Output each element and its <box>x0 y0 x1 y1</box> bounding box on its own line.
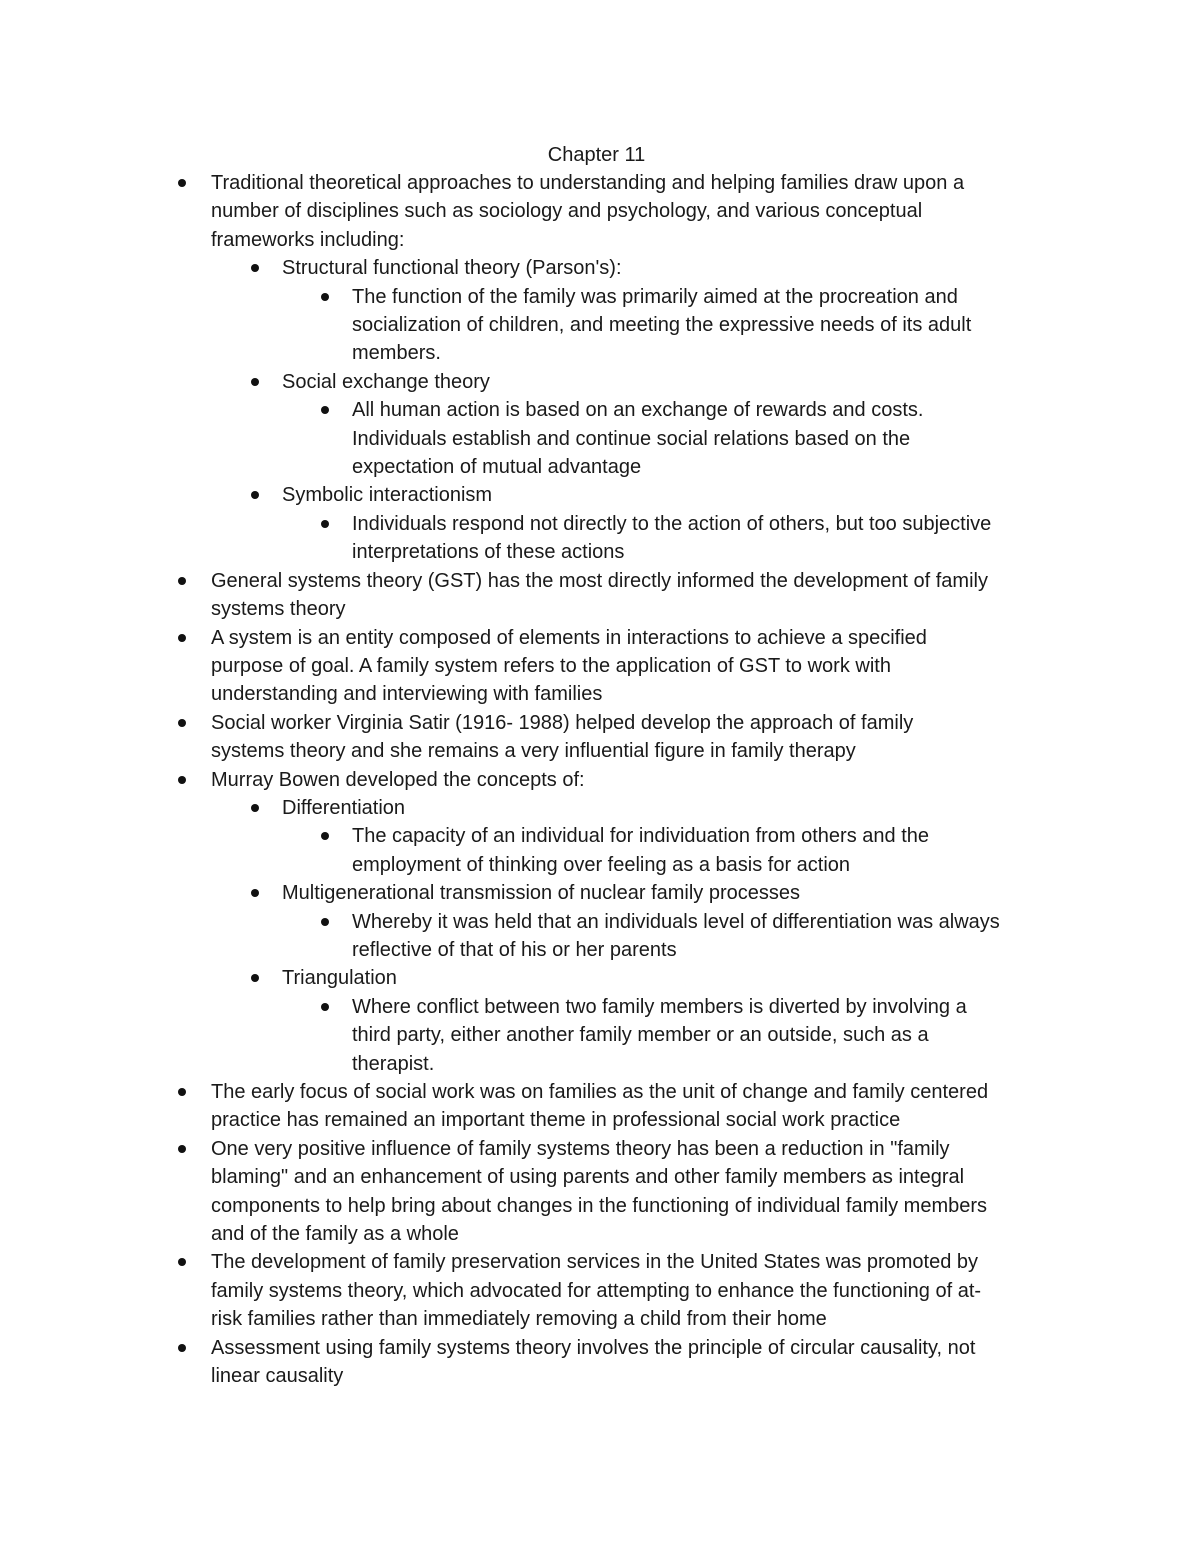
list-item-line: Social exchange theory <box>282 370 490 393</box>
bullet-icon <box>178 1344 186 1352</box>
bullet-icon <box>321 520 329 528</box>
list-item-line: Where conflict between two family members is diverted by involving a <box>352 995 967 1018</box>
bullet-icon <box>178 634 186 642</box>
list-item-line: employment of thinking over feeling as a basis for action <box>352 853 851 876</box>
list-item-line: General systems theory (GST) has the most directly informed the development of family <box>211 569 988 592</box>
bullet-icon <box>251 264 259 272</box>
bullet-icon <box>178 1088 186 1096</box>
list-item-line: components to help bring about changes in the functioning of individual family members <box>211 1194 988 1217</box>
list-item <box>0 1078 1200 1135</box>
list-item <box>0 709 1200 766</box>
list-item-line: third party, either another family member or an outside, such as a <box>352 1024 929 1047</box>
list-item-line: socialization of children, and meeting the expressive needs of its adult <box>352 314 972 337</box>
list-item-line: The capacity of an individual for individuation from others and the <box>352 825 930 848</box>
bullet-icon <box>321 293 329 301</box>
list-item-line: linear causality <box>211 1365 344 1388</box>
sub-sub-list-item <box>0 822 1200 879</box>
sub-sub-list-item <box>0 510 1200 567</box>
sub-sub-list <box>282 510 1200 567</box>
list-item <box>0 567 1200 624</box>
list-item-line: systems theory and she remains a very influential figure in family therapy <box>211 740 856 763</box>
list-item-line: Assessment using family systems theory involves the principle of circular causality, not <box>211 1336 976 1359</box>
list-item-line: Symbolic interactionism <box>282 484 493 507</box>
list-item-line: Structural functional theory (Parson's): <box>282 257 622 280</box>
list-item-line: understanding and interviewing with families <box>211 683 603 706</box>
sub-sub-list-item <box>0 396 1200 481</box>
bullet-icon <box>251 889 259 897</box>
list-item-line: The function of the family was primarily aimed at the procreation and <box>352 285 958 308</box>
sub-list-item <box>0 368 1200 482</box>
list-item-line: practice has remained an important theme in professional social work practice <box>211 1109 901 1132</box>
list-item-line: therapist. <box>352 1052 435 1075</box>
list-item-line: Murray Bowen developed the concepts of: <box>211 768 585 791</box>
list-item-line: The early focus of social work was on families as the unit of change and family centered <box>211 1081 989 1103</box>
bullet-icon <box>321 1003 329 1011</box>
list-item-line: Triangulation <box>282 967 397 990</box>
sub-list-item <box>0 964 1200 1078</box>
bullet-icon <box>321 406 329 414</box>
bullet-icon <box>178 1145 186 1153</box>
bullet-icon <box>321 832 329 840</box>
bullet-icon <box>178 179 186 187</box>
sub-list-item <box>0 481 1200 566</box>
sub-sub-list <box>282 396 1200 481</box>
bullet-icon <box>251 491 259 499</box>
list-item-line: Whereby it was held that an individuals level of differentiation was always <box>352 910 1000 933</box>
list-item <box>0 1248 1200 1333</box>
sub-list <box>211 254 1200 566</box>
sub-sub-list <box>282 283 1200 368</box>
sub-list-item <box>0 879 1200 964</box>
list-item-line: One very positive influence of family systems theory has been a reduction in "family <box>211 1137 950 1160</box>
bullet-icon <box>178 577 186 585</box>
list-item-line: The development of family preservation services in the United States was promoted by <box>211 1251 979 1274</box>
list-item <box>0 1334 1200 1391</box>
sub-sub-list-item <box>0 283 1200 368</box>
list-item-line: interpretations of these actions <box>352 541 625 564</box>
list-item-line: expectation of mutual advantage <box>352 456 642 479</box>
list-item-line: number of disciplines such as sociology and psychology, and various conceptual <box>211 200 923 223</box>
list-item <box>0 766 1200 1078</box>
list-item-line: A system is an entity composed of elements in interactions to achieve a specified <box>211 626 927 649</box>
list-item-line: Individuals establish and continue social relations based on the <box>352 427 911 450</box>
list-item-line: Individuals respond not directly to the action of others, but too subjective <box>352 512 992 535</box>
bullet-icon <box>251 804 259 812</box>
bullet-icon <box>178 1258 186 1266</box>
sub-sub-list <box>282 908 1200 965</box>
bullet-icon <box>178 719 186 727</box>
list-item-line: frameworks including: <box>211 228 405 251</box>
bullet-list <box>0 169 1200 1390</box>
sub-sub-list-item <box>0 993 1200 1078</box>
list-item-line: All human action is based on an exchange of rewards and costs. <box>352 399 924 422</box>
list-item-line: blaming" and an enhancement of using parents and other family members as integral <box>211 1166 965 1189</box>
bullet-icon <box>251 378 259 386</box>
sub-list <box>211 794 1200 1078</box>
list-item <box>0 624 1200 709</box>
sub-list-item <box>0 794 1200 879</box>
list-item-line: Traditional theoretical approaches to understanding and helping families draw upon a <box>211 172 965 194</box>
list-item-line: Differentiation <box>282 796 406 819</box>
list-item-line: risk families rather than immediately removing a child from their home <box>211 1308 827 1331</box>
page-title: Chapter 11 <box>547 144 646 166</box>
list-item <box>0 1135 1200 1249</box>
list-item-line: members. <box>352 342 441 365</box>
list-item-line: Multigenerational transmission of nuclear family processes <box>282 882 801 905</box>
list-item-line: systems theory <box>211 598 346 621</box>
bullet-icon <box>321 918 329 926</box>
sub-sub-list <box>282 993 1200 1078</box>
bullet-icon <box>251 974 259 982</box>
list-item-line: Social worker Virginia Satir (1916- 1988) helped develop the approach of family <box>211 711 914 734</box>
sub-sub-list-item <box>0 908 1200 965</box>
list-item-line: and of the family as a whole <box>211 1223 459 1246</box>
list-item-line: purpose of goal. A family system refers to the application of GST to work with <box>211 654 891 677</box>
list-item-line: family systems theory, which advocated for attempting to enhance the functioning of at- <box>211 1279 982 1302</box>
sub-list-item <box>0 254 1200 368</box>
bullet-icon <box>178 776 186 784</box>
list-item-line: reflective of that of his or her parents <box>352 938 677 961</box>
list-item <box>0 169 1200 567</box>
sub-sub-list <box>282 822 1200 879</box>
